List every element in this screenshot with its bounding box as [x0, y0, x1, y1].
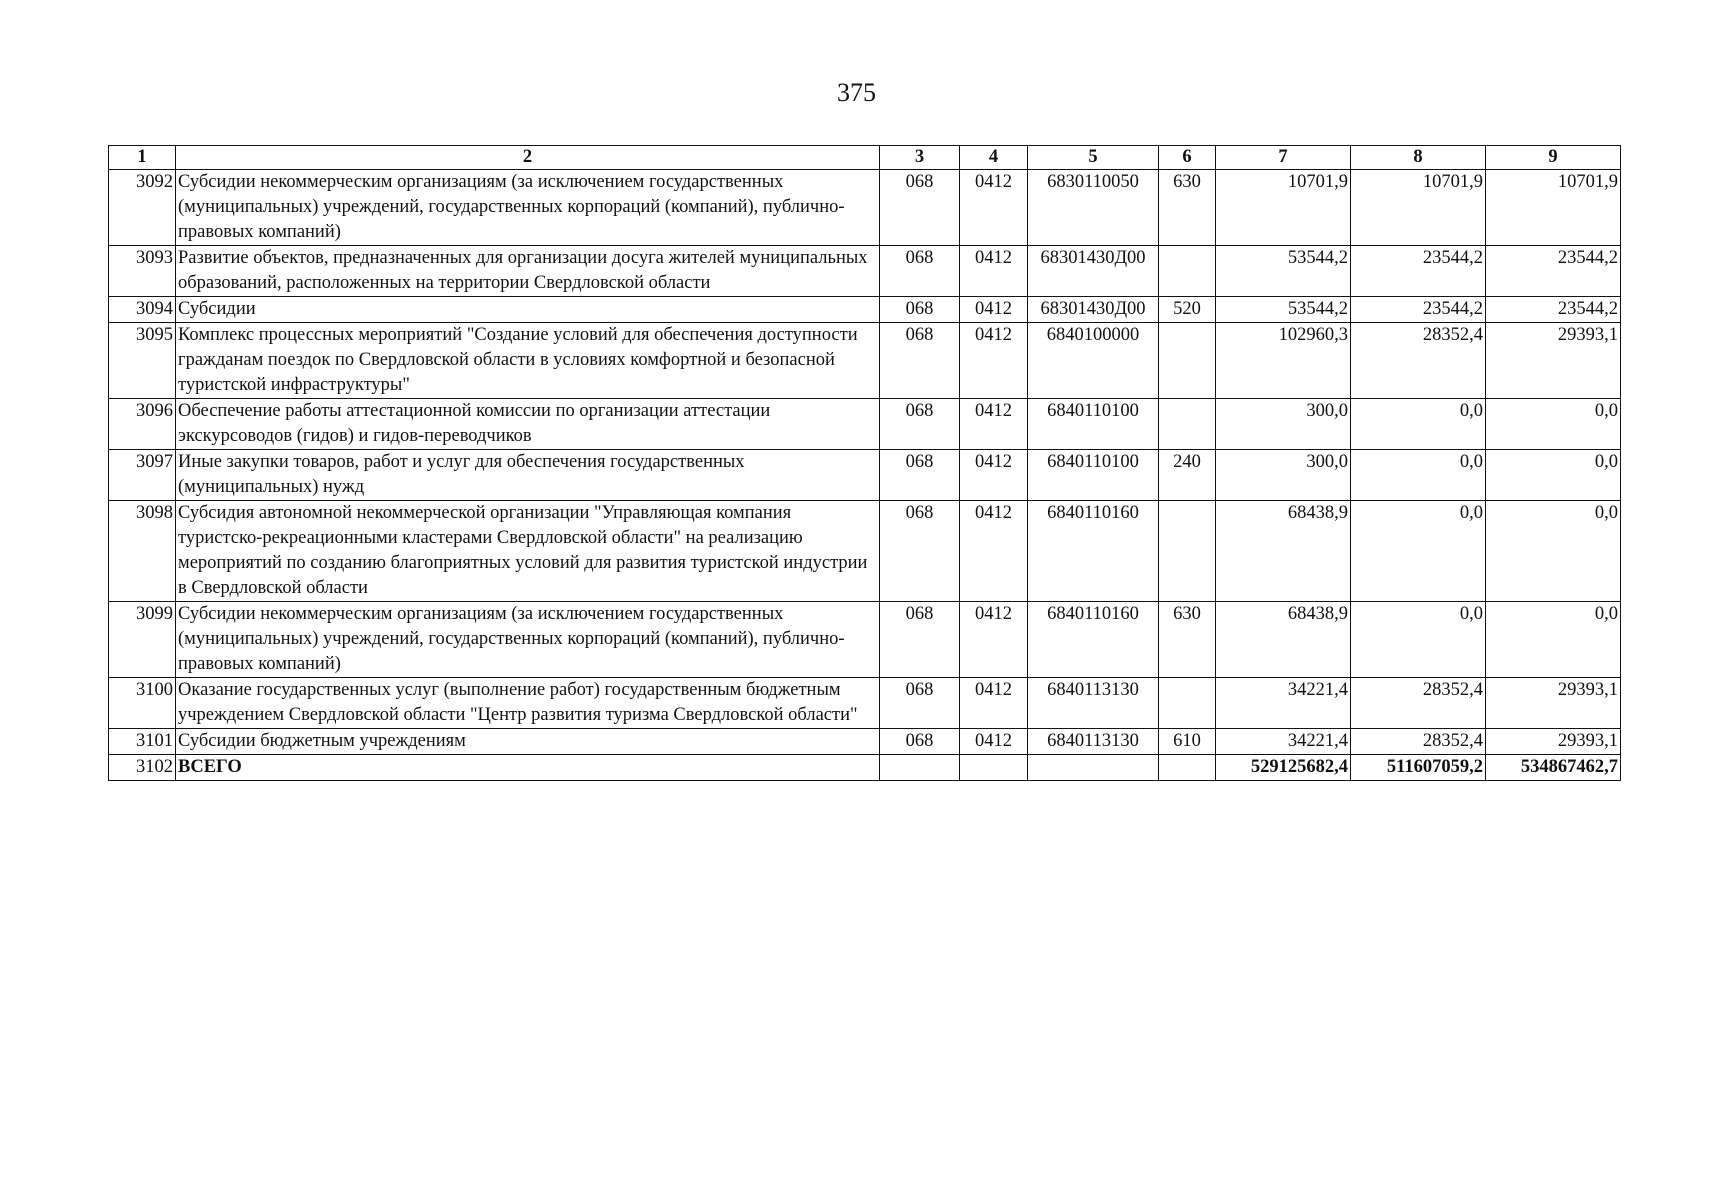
code-col6: [1159, 399, 1216, 450]
total-row: [109, 755, 1621, 781]
table-row: [109, 399, 1621, 450]
value-col8: 0,0: [1351, 399, 1486, 450]
code-col5: 6830110050: [1028, 170, 1159, 246]
value-col9: 0,0: [1486, 399, 1621, 450]
code-col3: 068: [880, 450, 960, 501]
code-col3: 068: [880, 246, 960, 297]
code-col5: 6840110160: [1028, 501, 1159, 602]
code-col3: 068: [880, 297, 960, 323]
code-col5: 68301430Д00: [1028, 297, 1159, 323]
total-col7: 529125682,4: [1216, 755, 1351, 781]
column-header-8: 8: [1351, 146, 1486, 170]
value-col8: 23544,2: [1351, 246, 1486, 297]
row-number: 3099: [109, 602, 176, 678]
value-col9: 23544,2: [1486, 297, 1621, 323]
table-row: [109, 450, 1621, 501]
total-label: ВСЕГО: [176, 755, 880, 781]
row-name: Комплекс процессных мероприятий "Создание условий для обеспечения доступности гражданам поездок по Свердловской области в условиях комфортной и безопасной туристской инфраструктуры": [176, 323, 880, 399]
row-number: 3095: [109, 323, 176, 399]
value-col9: 29393,1: [1486, 729, 1621, 755]
code-col5: 6840110160: [1028, 602, 1159, 678]
row-number: 3094: [109, 297, 176, 323]
code-col6: 630: [1159, 602, 1216, 678]
value-col7: 68438,9: [1216, 501, 1351, 602]
empty-cell: [1028, 755, 1159, 781]
code-col3: 068: [880, 602, 960, 678]
column-header-9: 9: [1486, 146, 1621, 170]
value-col9: 29393,1: [1486, 678, 1621, 729]
code-col5: 6840100000: [1028, 323, 1159, 399]
table-row: [109, 678, 1621, 729]
value-col9: 29393,1: [1486, 323, 1621, 399]
code-col6: 240: [1159, 450, 1216, 501]
row-number: 3100: [109, 678, 176, 729]
code-col4: 0412: [960, 297, 1028, 323]
code-col3: 068: [880, 399, 960, 450]
value-col8: 28352,4: [1351, 323, 1486, 399]
code-col3: 068: [880, 501, 960, 602]
column-header-2: 2: [176, 146, 880, 170]
code-col6: 630: [1159, 170, 1216, 246]
code-col5: 68301430Д00: [1028, 246, 1159, 297]
code-col4: 0412: [960, 170, 1028, 246]
value-col7: 34221,4: [1216, 678, 1351, 729]
code-col5: 6840110100: [1028, 399, 1159, 450]
value-col9: 0,0: [1486, 501, 1621, 602]
empty-cell: [960, 755, 1028, 781]
row-name: Обеспечение работы аттестационной комиссии по организации аттестации экскурсоводов (гидов) и гидов-переводчиков: [176, 399, 880, 450]
value-col8: 0,0: [1351, 450, 1486, 501]
value-col7: 102960,3: [1216, 323, 1351, 399]
table-row: [109, 729, 1621, 755]
row-number: 3096: [109, 399, 176, 450]
table-row: [109, 602, 1621, 678]
row-number: 3092: [109, 170, 176, 246]
page-number: 375: [837, 78, 876, 107]
row-name: Субсидии: [176, 297, 880, 323]
code-col4: 0412: [960, 678, 1028, 729]
code-col4: 0412: [960, 399, 1028, 450]
table-row: [109, 170, 1621, 246]
value-col8: 10701,9: [1351, 170, 1486, 246]
value-col8: 28352,4: [1351, 678, 1486, 729]
code-col6: [1159, 501, 1216, 602]
row-name: Субсидия автономной некоммерческой организации "Управляющая компания туристско-рекреационными кластерами Свердловской области" на реализацию мероприятий по созданию благоприятных условий для развития туристской индустрии в Свердловской области: [176, 501, 880, 602]
value-col9: 23544,2: [1486, 246, 1621, 297]
row-name: Субсидии некоммерческим организациям (за исключением государственных (муниципальных) учреждений, государственных корпораций (компаний), публично-правовых компаний): [176, 170, 880, 246]
total-col9: 534867462,7: [1486, 755, 1621, 781]
code-col5: 6840113130: [1028, 678, 1159, 729]
value-col8: 28352,4: [1351, 729, 1486, 755]
column-header-4: 4: [960, 146, 1028, 170]
budget-table: [108, 145, 1621, 781]
code-col4: 0412: [960, 729, 1028, 755]
row-number: 3097: [109, 450, 176, 501]
column-header-7: 7: [1216, 146, 1351, 170]
code-col5: 6840113130: [1028, 729, 1159, 755]
value-col8: 23544,2: [1351, 297, 1486, 323]
table-row: [109, 297, 1621, 323]
empty-cell: [1159, 755, 1216, 781]
row-name: Оказание государственных услуг (выполнение работ) государственным бюджетным учреждением Свердловской области "Центр развития туризма Свердловской области": [176, 678, 880, 729]
value-col9: 0,0: [1486, 602, 1621, 678]
row-name: Субсидии некоммерческим организациям (за исключением государственных (муниципальных) учреждений, государственных корпораций (компаний), публично-правовых компаний): [176, 602, 880, 678]
table-row: [109, 501, 1621, 602]
value-col7: 10701,9: [1216, 170, 1351, 246]
code-col3: 068: [880, 729, 960, 755]
code-col6: 610: [1159, 729, 1216, 755]
code-col3: 068: [880, 170, 960, 246]
total-row-number: 3102: [109, 755, 176, 781]
row-number: 3098: [109, 501, 176, 602]
value-col8: 0,0: [1351, 602, 1486, 678]
table-row: [109, 246, 1621, 297]
value-col7: 53544,2: [1216, 246, 1351, 297]
code-col6: [1159, 323, 1216, 399]
column-header-1: 1: [109, 146, 176, 170]
value-col7: 300,0: [1216, 450, 1351, 501]
value-col7: 53544,2: [1216, 297, 1351, 323]
column-header-6: 6: [1159, 146, 1216, 170]
code-col4: 0412: [960, 602, 1028, 678]
table-row: [109, 323, 1621, 399]
code-col4: 0412: [960, 323, 1028, 399]
value-col9: 10701,9: [1486, 170, 1621, 246]
row-name: Субсидии бюджетным учреждениям: [176, 729, 880, 755]
value-col7: 68438,9: [1216, 602, 1351, 678]
code-col4: 0412: [960, 450, 1028, 501]
code-col6: [1159, 246, 1216, 297]
value-col8: 0,0: [1351, 501, 1486, 602]
code-col4: 0412: [960, 246, 1028, 297]
value-col7: 34221,4: [1216, 729, 1351, 755]
total-col8: 511607059,2: [1351, 755, 1486, 781]
value-col7: 300,0: [1216, 399, 1351, 450]
code-col5: 6840110100: [1028, 450, 1159, 501]
row-number: 3101: [109, 729, 176, 755]
row-name: Иные закупки товаров, работ и услуг для обеспечения государственных (муниципальных) нужд: [176, 450, 880, 501]
code-col6: [1159, 678, 1216, 729]
column-header-5: 5: [1028, 146, 1159, 170]
row-name: Развитие объектов, предназначенных для организации досуга жителей муниципальных образований, расположенных на территории Свердловской области: [176, 246, 880, 297]
code-col3: 068: [880, 323, 960, 399]
column-header-3: 3: [880, 146, 960, 170]
code-col6: 520: [1159, 297, 1216, 323]
header-row: [109, 146, 1621, 170]
value-col9: 0,0: [1486, 450, 1621, 501]
code-col4: 0412: [960, 501, 1028, 602]
code-col3: 068: [880, 678, 960, 729]
row-number: 3093: [109, 246, 176, 297]
empty-cell: [880, 755, 960, 781]
